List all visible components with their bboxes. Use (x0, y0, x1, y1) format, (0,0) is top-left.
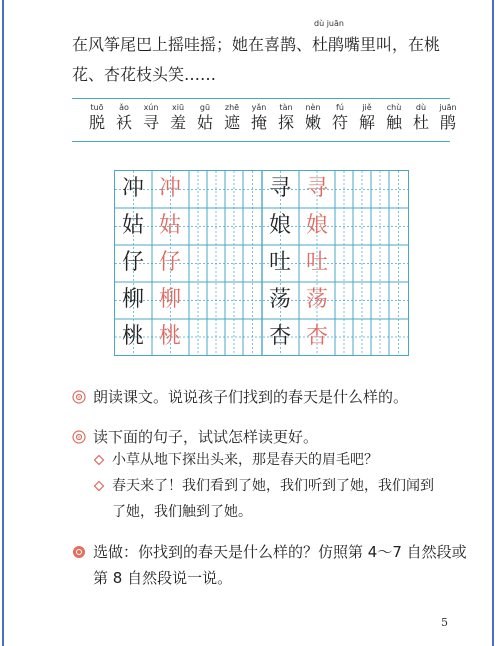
vocab-item (218, 103, 246, 133)
diamond-bullet-icon (94, 481, 104, 491)
model-char: 荡 (268, 287, 291, 312)
vocab-char: 袄 (115, 113, 132, 132)
vocab-char: 触 (385, 113, 402, 132)
vocab-char: 寻 (142, 113, 159, 132)
copy-char: 柳 (158, 287, 181, 312)
diamond-bullet-icon (94, 455, 104, 465)
vocab-pinyin: tuō (90, 103, 104, 112)
model-char: 仔 (121, 250, 144, 275)
vocab-char: 探 (277, 113, 294, 132)
copy-char: 桃 (158, 324, 181, 349)
page-number: 5 (441, 616, 448, 629)
writing-grid (114, 170, 409, 356)
model-char: 桃 (121, 324, 144, 349)
passage-line-1 (72, 19, 462, 60)
example-sentence-2-line-2: 了她，我们触到了她。 (112, 504, 252, 520)
vocab-pinyin: gū (199, 103, 211, 112)
vocab-item (191, 103, 219, 133)
vocab-char: 鹃 (439, 113, 456, 132)
vocab-item (164, 103, 192, 133)
copy-char: 仔 (158, 250, 181, 275)
vocab-char: 杜 (412, 113, 429, 132)
pinyin-dujuan: dù juān (314, 19, 344, 28)
page-frame-left (2, 0, 4, 646)
vocab-char: 符 (331, 113, 348, 132)
task-1: 朗读课文。说说孩子们找到的春天是什么样的。 (93, 388, 409, 406)
vocab-item (110, 103, 138, 133)
vocab-pinyin: tàn (279, 103, 293, 112)
model-char: 寻 (268, 176, 291, 201)
copy-char: 冲 (158, 176, 181, 201)
word-dujuan: 杜鹃 (312, 35, 345, 54)
vocab-item (407, 103, 435, 133)
vocab-pinyin: dù (415, 103, 427, 112)
task-3-line-2: 第 8 自然段说一说。 (93, 569, 233, 587)
vocab-char: 遮 (223, 113, 240, 132)
vocab-pinyin: yǎn (251, 103, 267, 112)
model-char: 吐 (268, 250, 291, 275)
model-char: 娘 (268, 213, 291, 238)
vocab-char: 解 (358, 113, 375, 132)
vocab-char: 脱 (88, 113, 105, 132)
passage-text: 嘴里叫，在桃 (344, 35, 441, 54)
vocab-char: 姑 (196, 113, 213, 132)
vocab-pinyin: juān (439, 103, 457, 112)
model-char: 姑 (121, 213, 144, 238)
copy-char: 娘 (305, 213, 328, 238)
task-3-line-1: 选做：你找到的春天是什么样的？仿照第 4～7 自然段或 (93, 543, 467, 561)
copy-char: 吐 (305, 250, 328, 275)
new-words-strip (72, 98, 457, 142)
task-swirl-icon (72, 430, 86, 444)
ruby-dujuan (312, 19, 345, 60)
vocab-pinyin: ǎo (119, 103, 129, 112)
task-swirl-icon (72, 390, 86, 404)
vocab-pinyin: nèn (305, 103, 321, 112)
page-frame-right (492, 0, 494, 646)
vocab-pinyin: zhē (224, 103, 240, 112)
vocab-char: 嫩 (304, 113, 321, 132)
vocab-pinyin: chù (386, 103, 402, 112)
vocab-item (434, 103, 462, 133)
vocab-char: 掩 (250, 113, 267, 132)
vocab-char: 羞 (169, 113, 186, 132)
copy-char: 姑 (158, 213, 181, 238)
vocab-item (137, 103, 165, 133)
optional-task-icon (72, 545, 86, 559)
model-char: 冲 (121, 176, 144, 201)
passage-text: 在风筝尾巴上摇哇摇；她在喜鹊、 (72, 35, 313, 54)
vocab-item (380, 103, 408, 133)
vocab-item (83, 103, 111, 133)
vocab-pinyin: fú (336, 103, 344, 112)
vocab-pinyin: jiě (362, 103, 372, 112)
vocab-item (272, 103, 300, 133)
example-sentence-1: 小草从地下探出头来，那是春天的眉毛吧？ (112, 452, 378, 468)
copy-char: 杏 (305, 324, 328, 349)
vocab-item (353, 103, 381, 133)
model-char: 杏 (268, 324, 291, 349)
task-2: 读下面的句子，试试怎样读更好。 (93, 428, 319, 446)
copy-char: 寻 (305, 176, 328, 201)
vocab-item (299, 103, 327, 133)
vocab-item (245, 103, 273, 133)
example-sentence-2-line-1: 春天来了！我们看到了她，我们听到了她，我们闻到 (112, 478, 434, 494)
vocab-pinyin: xún (143, 103, 159, 112)
passage-line-2: 花、杏花枝头笑…… (72, 65, 217, 84)
vocab-item (326, 103, 354, 133)
vocab-pinyin: xiū (171, 103, 185, 112)
model-char: 柳 (121, 287, 144, 312)
copy-char: 荡 (305, 287, 328, 312)
